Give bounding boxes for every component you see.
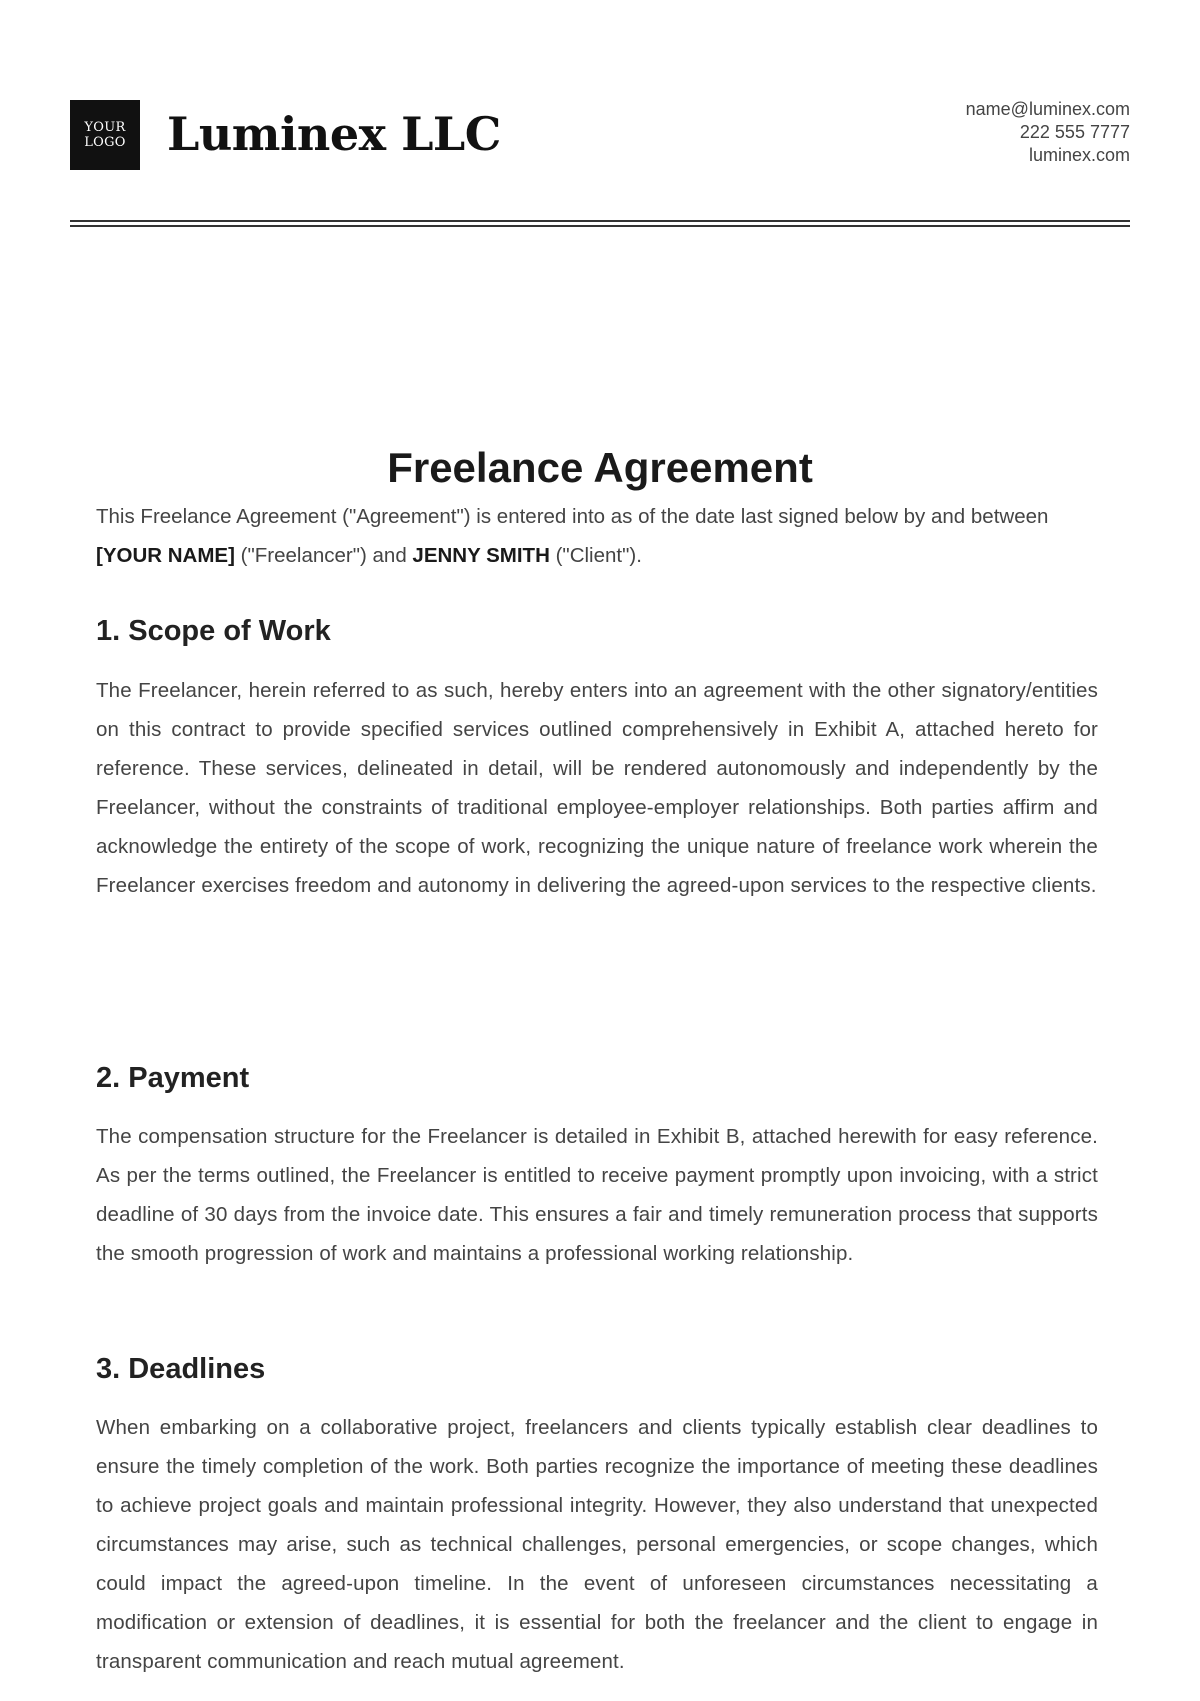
section-body-deadlines: When embarking on a collaborative project, freelancers and clients typically establish clear deadlines to ensure the timely completion of the work. Both parties recognize the importance of meeting these deadlines to achieve project goals and maintain professional integrity. However, they also understand that unexpected circumstances may arise, such as technical challenges, personal emergencies, or scope changes, which could impact the agreed-upon timeline. In the event of unforeseen circumstances necessitating a modification or extension of deadlines, it is essential for both the freelancer and the client to engage in transparent communication and reach mutual agreement. (96, 1416, 1098, 1673)
section-heading-deadlines: 3. Deadlines (96, 1353, 266, 1385)
client-name: JENNY SMITH (412, 544, 550, 567)
document-title: Freelance Agreement (387, 444, 813, 491)
section-body-payment: The compensation structure for the Freelancer is detailed in Exhibit B, attached herewith for easy reference. As per the terms outlined, the Freelancer is entitled to receive payment promptly upon invoicing, with a strict deadline of 30 days from the invoice date. This ensures a fair and timely remuneration process that supports the smooth progression of work and maintains a professional working relationship. (96, 1125, 1098, 1265)
header-divider (70, 220, 1130, 227)
company-name: Luminex LLC (167, 107, 501, 161)
logo-text-line1: YOUR (84, 120, 126, 135)
company-logo (70, 100, 140, 170)
contact-email: name@luminex.com (965, 99, 1130, 119)
contact-phone: 222 555 7777 (1019, 122, 1130, 142)
intro-text-part1: This Freelance Agreement ("Agreement") is entered into as of the date last signed below by and between (96, 505, 1049, 528)
intro-text-part2: ("Freelancer") and (234, 544, 413, 567)
intro-text-part3: ("Client"). (549, 544, 642, 567)
logo-text-line2: LOGO (84, 135, 126, 150)
section-heading-payment: 2. Payment (96, 1062, 250, 1094)
freelancer-name: [YOUR NAME] (96, 544, 235, 567)
section-heading-scope-of-work: 1. Scope of Work (96, 615, 331, 647)
contact-website: luminex.com (1028, 145, 1130, 165)
section-body-scope-of-work: The Freelancer, herein referred to as such, hereby enters into an agreement with the other signatory/entities on this contract to provide specified services outlined comprehensively in Exhibit A, attached hereto for reference. These services, delineated in detail, will be rendered autonomously and independently by the Freelancer, without the constraints of traditional employee-employer relationships. Both parties affirm and acknowledge the entirety of the scope of work, recognizing the unique nature of freelance work wherein the Freelancer exercises freedom and autonomy in delivering the agreed-upon services to the respective clients. (96, 679, 1098, 897)
contact-info (966, 98, 1130, 167)
document-header (70, 100, 1130, 172)
intro-paragraph (96, 497, 1098, 575)
